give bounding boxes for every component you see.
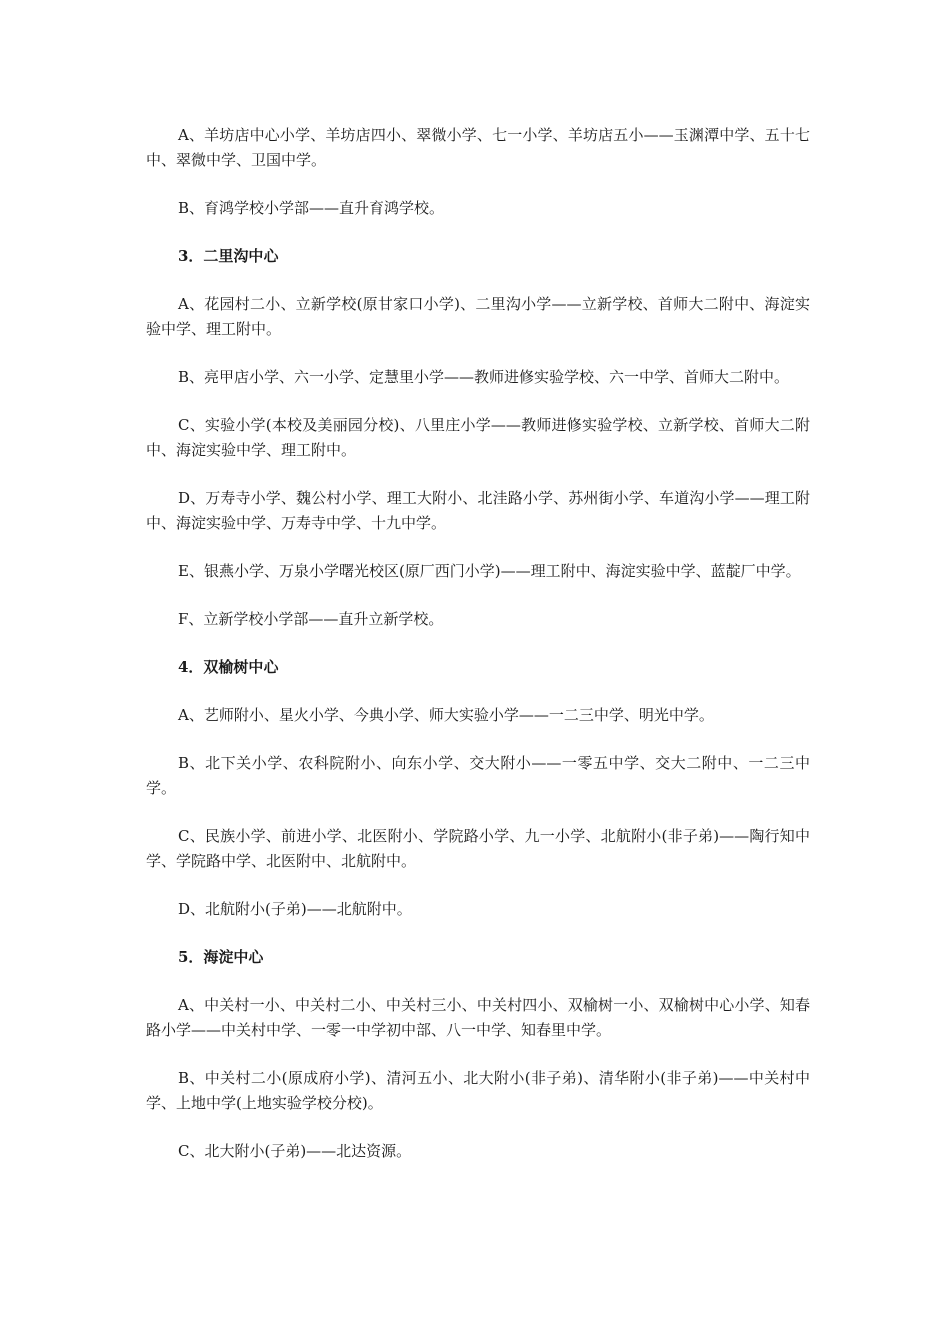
paragraph-b-zhongguancun-erxiao: B、中关村二小(原成府小学)、清河五小、北大附小(非子弟)、清华附小(非子弟)——中关村中学、上地中学(上地实验学校分校)。 <box>146 1069 810 1112</box>
paragraph-a-huayuancun: A、花园村二小、立新学校(原甘家口小学)、二里沟小学——立新学校、首师大二附中、海淀实验中学、理工附中。 <box>146 295 810 338</box>
paragraph-c-minzu: C、民族小学、前进小学、北医附小、学院路小学、九一小学、北航附小(非子弟)——陶行知中学、学院路中学、北医附中、北航附中。 <box>146 827 810 870</box>
paragraph-a-yangfangdian: A、羊坊店中心小学、羊坊店四小、翠微小学、七一小学、羊坊店五小——玉渊潭中学、五十七中、翠微中学、卫国中学。 <box>146 126 810 169</box>
document-page <box>146 123 810 1187</box>
paragraph-d-beihang: D、北航附小(子弟)——北航附中。 <box>178 900 412 918</box>
paragraph-b-beixiaguan: B、北下关小学、农科院附小、向东小学、交大附小——一零五中学、交大二附中、一二三中学。 <box>146 754 810 797</box>
paragraph-c-shiyan: C、实验小学(本校及美丽园分校)、八里庄小学——教师进修实验学校、立新学校、首师大二附中、海淀实验中学、理工附中。 <box>146 416 810 459</box>
paragraph-a-zhongguancun: A、中关村一小、中关村二小、中关村三小、中关村四小、双榆树一小、双榆树中心小学、知春路小学——中关村中学、一零一中学初中部、八一中学、知春里中学。 <box>146 996 810 1039</box>
paragraph-b-yuhong: B、育鸿学校小学部——直升育鸿学校。 <box>178 199 445 217</box>
section-heading-erligou: 3．二里沟中心 <box>178 247 279 265</box>
section-heading-haidian: 5．海淀中心 <box>178 948 264 966</box>
paragraph-a-yishi: A、艺师附小、星火小学、今典小学、师大实验小学——一二三中学、明光中学。 <box>178 706 714 724</box>
paragraph-b-liangjiadian: B、亮甲店小学、六一小学、定慧里小学——教师进修实验学校、六一中学、首师大二附中。 <box>178 368 790 386</box>
paragraph-f-lixin: F、立新学校小学部——直升立新学校。 <box>178 610 444 628</box>
paragraph-d-wanshousi: D、万寿寺小学、魏公村小学、理工大附小、北洼路小学、苏州街小学、车道沟小学——理工附中、海淀实验中学、万寿寺中学、十九中学。 <box>146 489 810 532</box>
paragraph-e-yinyan: E、银燕小学、万泉小学曙光校区(原厂西门小学)——理工附中、海淀实验中学、蓝靛厂中学。 <box>178 562 801 580</box>
section-heading-shuangyushu: 4．双榆树中心 <box>178 658 279 676</box>
paragraph-c-beida: C、北大附小(子弟)——北达资源。 <box>178 1142 412 1160</box>
